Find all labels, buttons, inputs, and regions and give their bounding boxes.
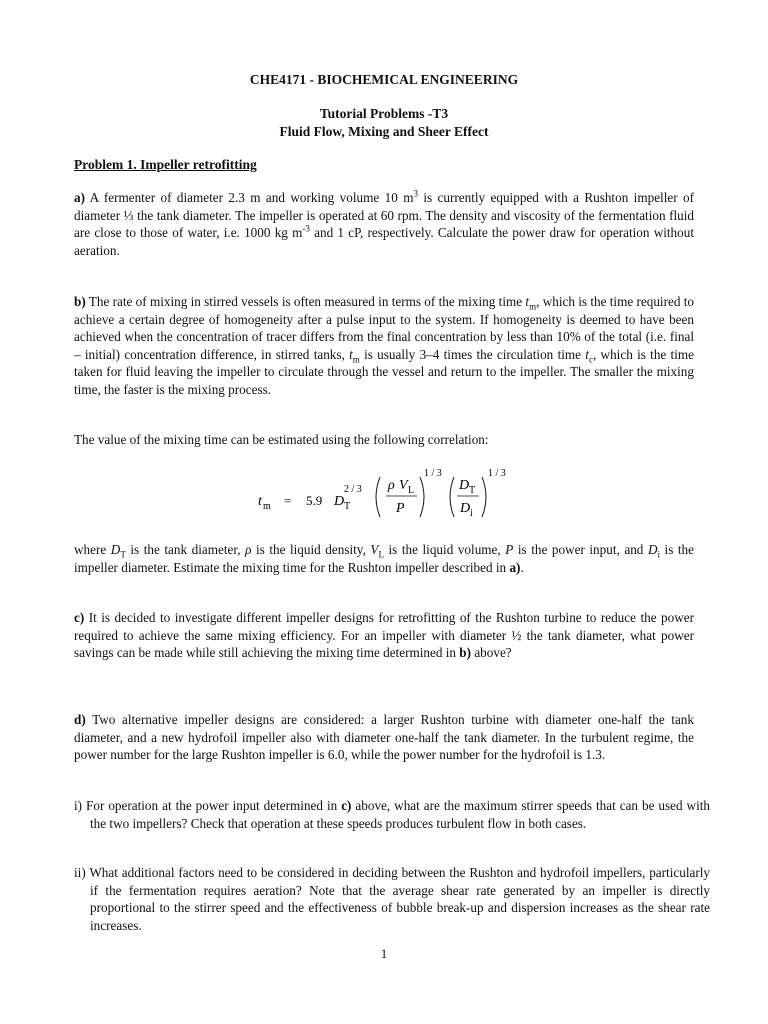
where-text-2: is the tank diameter, xyxy=(125,542,246,557)
tm-subscript-2: m xyxy=(352,354,360,365)
part-b-text-1: The rate of mixing in stirred vessels is often measured in terms of the mixing time xyxy=(85,294,526,309)
eq-P: P xyxy=(396,501,405,516)
where-ref: a) xyxy=(509,559,521,575)
item-i-text-1: For operation at the power input determined in xyxy=(82,798,342,813)
eq-exp3: 1 / 3 xyxy=(488,468,506,479)
eq-coef: 5.9 xyxy=(306,493,323,508)
where-Di: D xyxy=(647,542,658,557)
problem-title: Problem 1. Impeller retrofitting xyxy=(74,157,257,172)
eq-paren-left-2 xyxy=(450,477,454,517)
part-c-label: c) xyxy=(74,610,85,625)
part-b-text-4: , which is the time taken for fluid leaving the impeller to circulate through the vessel and return to the impeller. The smaller the mixing time, the faster is the mixing process. xyxy=(74,346,694,397)
topic-title: Fluid Flow, Mixing and Sheer Effect xyxy=(279,124,489,139)
part-a-sup-2: -3 xyxy=(302,223,310,234)
eq-lhs: t xyxy=(258,494,262,509)
where-DT-sub: T xyxy=(120,549,126,560)
item-i-text-2: above, what are the maximum stirrer speeds that can be used with the two impellers? Check that operation at these speeds produces turbulent flow in both cases. xyxy=(90,798,710,831)
part-b-text-2: , which is the time required to achieve a certain degree of homogeneity after a pulse input to the system. If homogeneity is deemed to have been achieved when the concentration of tracer differs from the final concentration by less than 10% of the total (i.e. final – initial) concentration difference, in stirred tanks, xyxy=(74,294,694,362)
eq-DT: D xyxy=(334,494,345,509)
eq-equals: = xyxy=(284,493,292,508)
where-text-3: is the liquid density, xyxy=(251,542,371,557)
tm-symbol-2: t xyxy=(349,346,353,362)
where-Di-sub: i xyxy=(657,549,660,560)
item-i-label: i) xyxy=(74,798,83,813)
where-VL: V xyxy=(370,542,379,557)
where-text-7: . xyxy=(520,559,524,575)
part-a-text-3: and 1 cP, respectively. Calculate the power draw for operation without aeration. xyxy=(74,225,694,258)
eq-exp2: 1 / 3 xyxy=(424,468,442,479)
part-c-text-2: above? xyxy=(471,645,512,661)
tm-subscript: m xyxy=(529,301,537,312)
where-text-6: is the impeller diameter. Estimate the mixing time for the Rushton impeller described in xyxy=(74,542,694,575)
page-number: 1 xyxy=(380,946,388,961)
where-paragraph xyxy=(74,541,694,576)
course-title: CHE4171 - BIOCHEMICAL ENGINEERING xyxy=(249,72,519,87)
correlation-intro: The value of the mixing time can be estimated using the following correlation: xyxy=(74,432,489,447)
part-b-paragraph xyxy=(74,293,694,399)
part-a-text-1: A fermenter of diameter 2.3 m and working volume 10 m xyxy=(85,190,414,205)
part-b-label: b) xyxy=(74,294,86,309)
eq-paren-left-1 xyxy=(376,477,380,517)
eq-lhs-sub: m xyxy=(263,501,271,512)
part-b-text-3: is usually 3–4 times the circulation time xyxy=(359,346,586,362)
part-c-ref: b) xyxy=(459,645,472,661)
tm-symbol: t xyxy=(525,294,530,309)
eq-V-sub: L xyxy=(408,485,415,496)
part-d-text-1: Two alternative impeller designs are considered: a larger Rushton turbine with diameter one-half the tank diameter, and a new hydrofoil impeller also with diameter one-half the tank diameter. In the turbulent regime, the power number for the large Rushton impeller is 6.0, while the power number for the hydrofoil is 1.3. xyxy=(74,712,694,763)
where-rho: ρ xyxy=(245,542,252,557)
eq-DT-num-sub: T xyxy=(469,485,476,496)
item-ii-paragraph xyxy=(74,864,710,934)
eq-DT-sub: T xyxy=(344,501,351,512)
item-i-ref: c) xyxy=(341,798,352,813)
eq-rho: ρ xyxy=(388,478,395,493)
where-text-5: is the power input, and xyxy=(513,542,648,557)
where-text-4: is the liquid volume, xyxy=(383,542,506,557)
item-ii-text-1: What additional factors need to be considered in deciding between the Rushton and hydrofoil impellers, particularly if the fermentation requires aeration? Note that the average shear rate generated by an impeller is directly proportional to the stirrer speed and the effectiveness of bubble break-up and dispersion increases as the shear rate increases. xyxy=(85,865,710,933)
eq-paren-right-1 xyxy=(420,477,424,517)
equation-graphic xyxy=(250,462,550,532)
part-d-label: d) xyxy=(74,712,86,727)
eq-Di: D xyxy=(460,501,471,516)
part-a-sup-1: 3 xyxy=(413,188,418,199)
part-c-text-1: It is decided to investigate different impeller designs for retrofitting of the Rushton turbine to reduce the power required to achieve the same mixing efficiency. For an impeller with diameter ½ the tank diameter, what power savings can be made while still achieving the mixing time determined in xyxy=(74,610,694,661)
mixing-time-equation xyxy=(250,462,550,532)
eq-V: V xyxy=(399,478,408,493)
part-a-label: a) xyxy=(74,190,85,205)
item-ii-label: ii) xyxy=(74,865,86,880)
eq-Di-sub: i xyxy=(470,508,473,519)
where-text-1: where xyxy=(74,542,111,557)
where-VL-sub: L xyxy=(378,549,384,560)
where-P: P xyxy=(505,542,514,557)
eq-exp1: 2 / 3 xyxy=(344,484,362,495)
part-a-paragraph xyxy=(74,189,694,259)
eq-DT-num: D xyxy=(459,478,470,493)
part-c-paragraph xyxy=(74,609,694,662)
where-DT: D xyxy=(110,542,121,557)
tc-subscript: c xyxy=(588,354,593,365)
part-d-paragraph xyxy=(74,711,694,764)
tc-symbol: t xyxy=(585,346,589,362)
item-i-paragraph xyxy=(74,797,710,832)
part-a-text-2: is currently equipped with a Rushton impeller of diameter ⅓ the tank diameter. The impeller is operated at 60 rpm. The density and viscosity of the fermentation fluid are close to those of water, i.e. 1000 kg m xyxy=(74,190,694,241)
tutorial-title: Tutorial Problems -T3 xyxy=(319,106,449,121)
eq-paren-right-2 xyxy=(482,477,486,517)
